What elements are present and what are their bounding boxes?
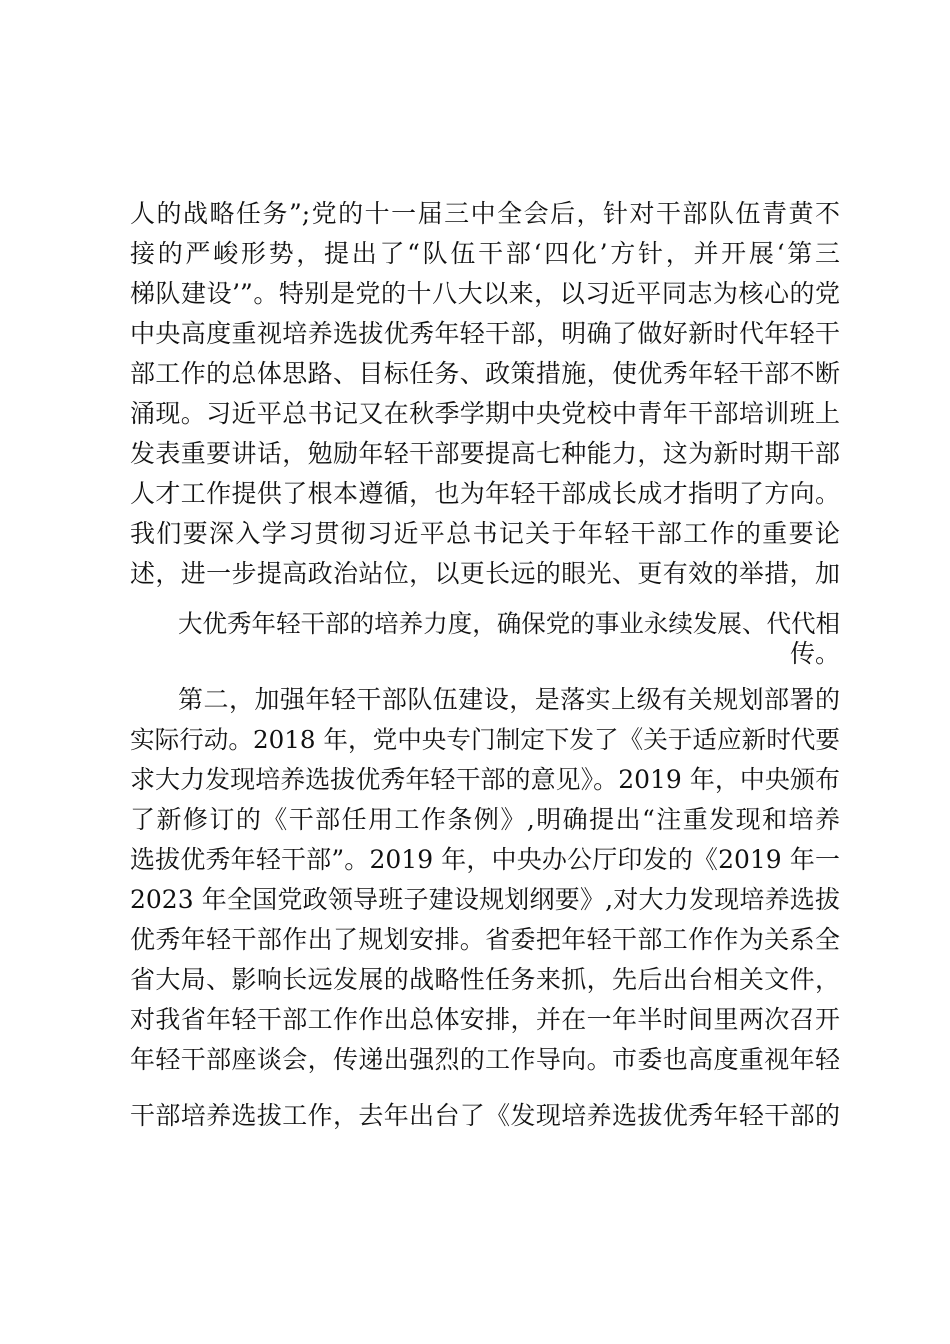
text-line: 我们要深入学习贯彻习近平总书记关于年轻干部工作的重要论 — [130, 519, 840, 548]
text-line: 2023 年全国党政领导班子建设规划纲要》,对大力发现培养选拔 — [130, 885, 840, 914]
text-line: 部工作的总体思路、目标任务、政策措施，使优秀年轻干部不断 — [130, 359, 840, 388]
text-line: 中央高度重视培养选拔优秀年轻干部，明确了做好新时代年轻干 — [130, 319, 840, 348]
text-line: 了新修订的《干部任用工作条例》,明确提出“注重发现和培养 — [130, 805, 840, 834]
text-line: 发表重要讲话，勉励年轻干部要提高七种能力，这为新时期干部 — [130, 439, 840, 468]
text-line: 涌现。习近平总书记又在秋季学期中央党校中青年干部培训班上 — [130, 399, 840, 428]
text-line: 选拔优秀年轻干部”。2019 年，中央办公厅印发的《2019 年一 — [130, 845, 840, 874]
text-line: 传。 — [789, 639, 840, 668]
text-line: 求大力发现培养选拔优秀年轻干部的意见》。2019 年，中央颁布 — [130, 765, 840, 794]
text-line: 述，进一步提高政治站位，以更长远的眼光、更有效的举措，加 — [130, 559, 840, 588]
text-line: 梯队建设’”。特别是党的十八大以来，以习近平同志为核心的党 — [130, 279, 840, 308]
text-line: 人的战略任务”;党的十一届三中全会后，针对干部队伍青黄不 — [130, 199, 840, 228]
text-line: 干部培养选拔工作，去年出台了《发现培养选拔优秀年轻干部的 — [130, 1101, 840, 1130]
text-line: 实际行动。2018 年，党中央专门制定下发了《关于适应新时代要 — [130, 725, 840, 754]
text-line: 优秀年轻干部作出了规划安排。省委把年轻干部工作作为关系全 — [130, 925, 840, 954]
text-line: 接的严峻形势，提出了“队伍干部‘四化’方针，并开展‘第三 — [130, 239, 840, 268]
text-line: 大优秀年轻干部的培养力度，确保党的事业永续发展、代代相 — [178, 609, 840, 638]
text-line: 对我省年轻干部工作作出总体安排，并在一年半时间里两次召开 — [130, 1005, 840, 1034]
text-line: 人才工作提供了根本遵循，也为年轻干部成长成才指明了方向。 — [130, 479, 840, 508]
paragraph-start-line: 第二，加强年轻干部队伍建设，是落实上级有关规划部署的 — [178, 685, 840, 714]
text-line: 年轻干部座谈会，传递出强烈的工作导向。市委也高度重视年轻 — [130, 1045, 840, 1074]
text-line: 省大局、影响长远发展的战略性任务来抓，先后出台相关文件， — [130, 965, 840, 994]
